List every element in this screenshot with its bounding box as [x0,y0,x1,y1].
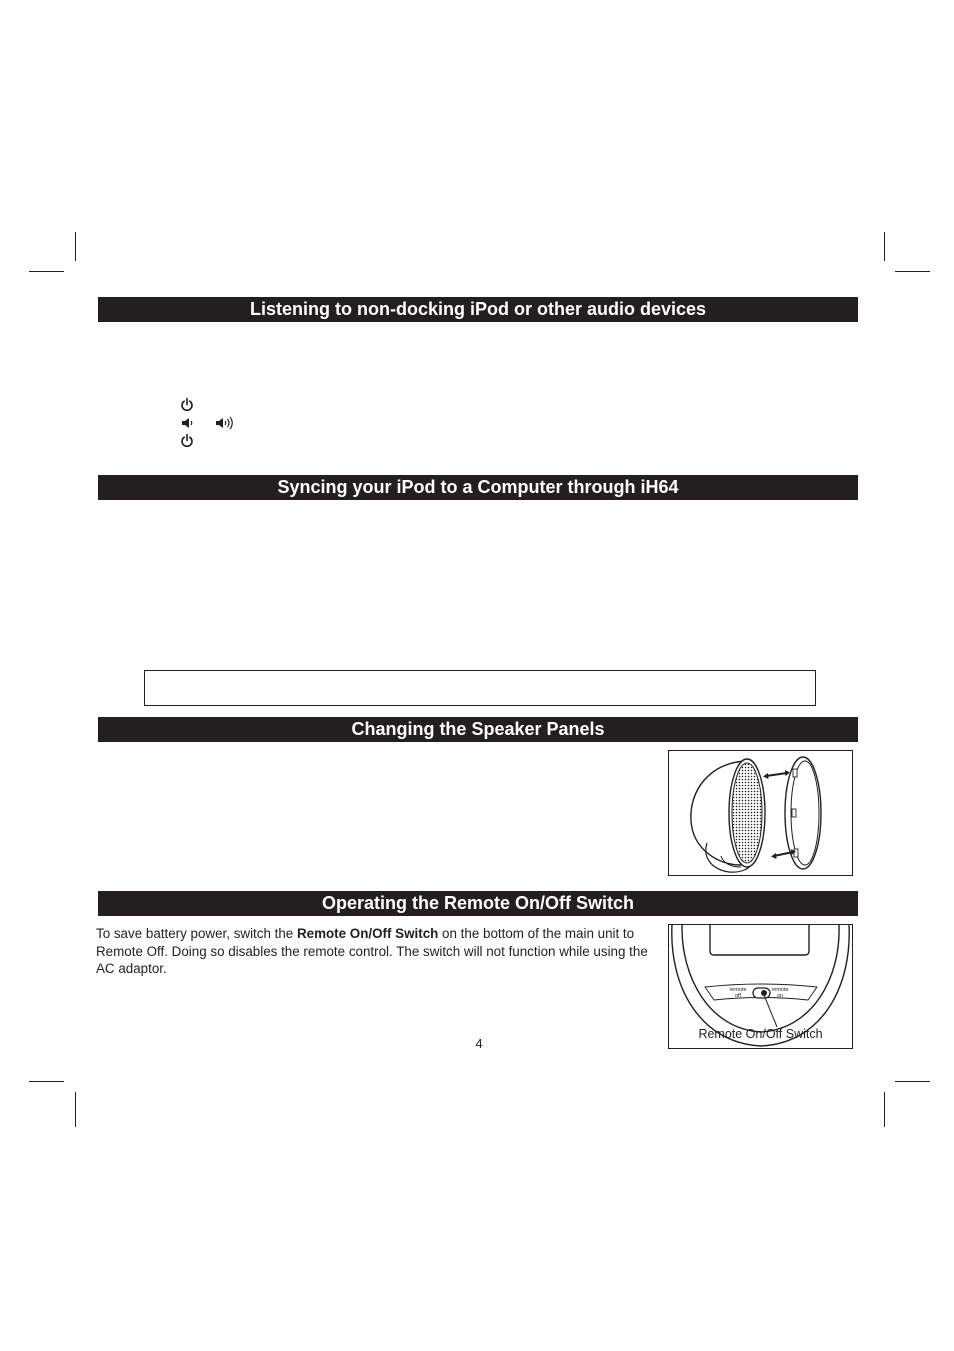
crop-mark-top-left-vertical [75,232,76,261]
page-number: 4 [475,1036,483,1051]
section-heading-panels [98,717,858,742]
section-heading-panels-text: Changing the Speaker Panels [351,719,605,739]
remote-text-before: To save battery power, switch the [96,926,297,941]
remote-on-label-line2: on [776,993,784,999]
section-heading-listening [98,297,858,322]
remote-off-label [725,987,751,999]
crop-mark-bottom-left-horizontal [29,1081,64,1082]
power-icon [180,433,194,449]
section-heading-listening-text: Listening to non-docking iPod or other audio devices [249,299,707,319]
volume-up-icon [215,416,235,430]
remote-on-label [767,987,793,999]
crop-mark-bottom-right-vertical [884,1092,885,1127]
speaker-panel-figure [668,750,853,876]
remote-switch-figure [668,924,853,1049]
remote-text-bold: Remote On/Off Switch [296,926,439,941]
note-box [144,670,816,706]
crop-mark-bottom-right-horizontal [895,1081,930,1082]
speaker-panel-illustration [669,751,852,875]
crop-mark-bottom-left-vertical [75,1092,76,1127]
remote-off-label-line1: remote [729,987,747,993]
volume-down-icon [181,416,195,430]
power-icon [180,397,194,413]
remote-switch-caption: Remote On/Off Switch [698,1027,823,1041]
remote-text-after: on the bottom of the main unit to Remote Off. Doing so disables the remote control. The switch will not function while using the AC adaptor. [96,926,648,976]
section-heading-remote-text: Operating the Remote On/Off Switch [321,893,635,913]
crop-mark-top-right-horizontal [895,271,930,272]
section-heading-syncing [98,475,858,500]
crop-mark-top-left-horizontal [29,271,64,272]
crop-mark-top-right-vertical [884,232,885,261]
section-heading-syncing-text: Syncing your iPod to a Computer through iH64 [277,477,679,497]
remote-off-label-line2: off [734,993,741,999]
section-heading-remote [98,891,858,916]
remote-switch-paragraph [96,925,658,978]
remote-on-label-line1: remote [771,987,789,993]
